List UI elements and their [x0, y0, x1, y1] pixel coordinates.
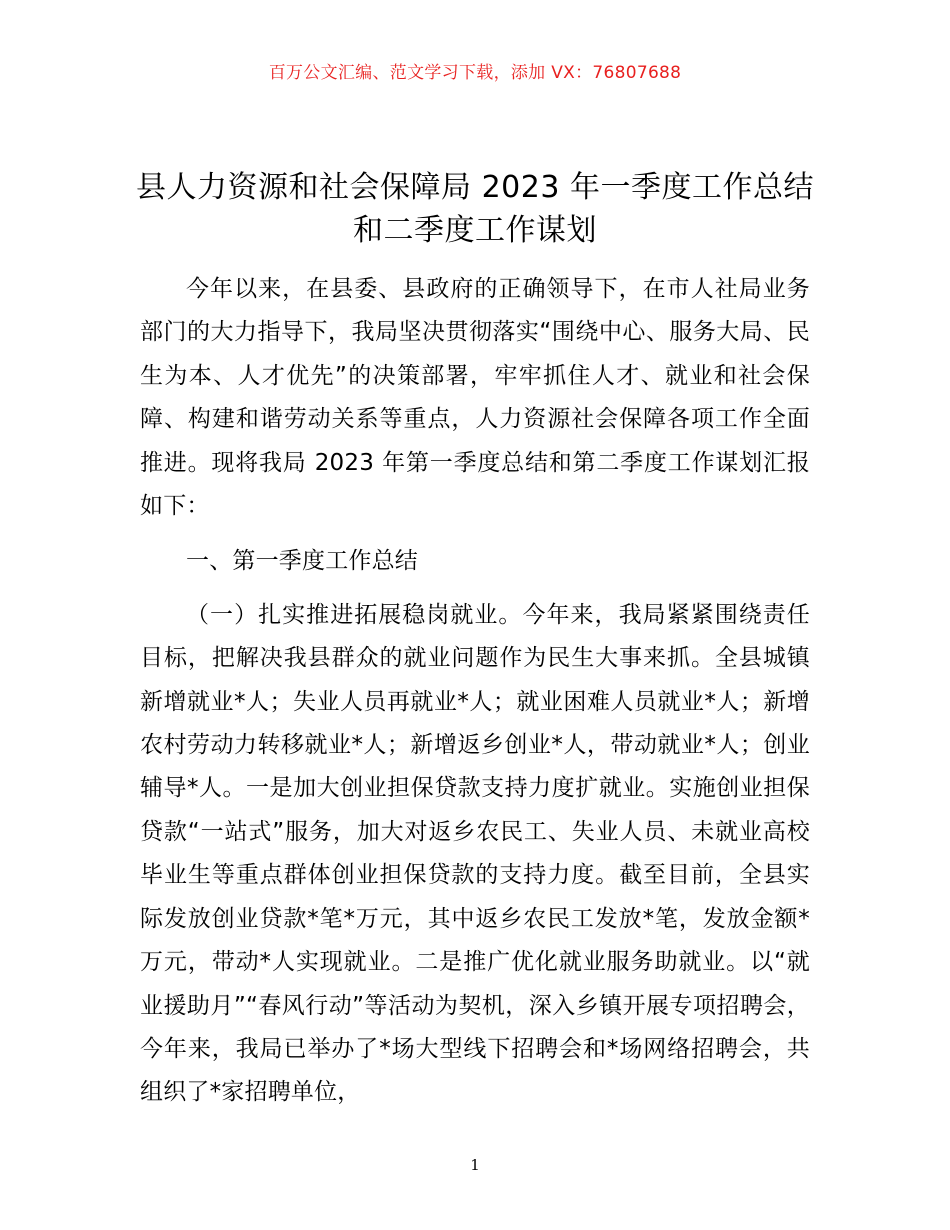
- watermark-banner: 百万公文汇编、范文学习下载，添加 VX：76807688: [268, 63, 682, 83]
- document-body: [140, 268, 810, 1115]
- page-number: 1: [470, 1156, 480, 1174]
- document-title: 县人力资源和社会保障局 2023 年一季度工作总结和二季度工作谋划: [136, 170, 814, 248]
- section-paragraph: （一）扎实推进拓展稳岗就业。今年来，我局紧紧围绕责任目标，把解决我县群众的就业问题作为民生大事来抓。全县城镇新增就业*人；失业人员再就业*人；就业困难人员就业*人；新增农村劳动力转移就业*人；新增返乡创业*人，带动就业*人；创业辅导*人。一是加大创业担保贷款支持力度扩就业。实施创业担保贷款“一站式”服务，加大对返乡农民工、失业人员、未就业高校毕业生等重点群体创业担保贷款的支持力度。截至目前，全县实际发放创业贷款*笔*万元，其中返乡农民工发放*笔，发放金额*万元，带动*人实现就业。二是推广优化就业服务助就业。以“就业援助月”“春风行动”等活动为契机，深入乡镇开展专项招聘会，今年来，我局已举办了*场大型线下招聘会和*场网络招聘会，共组织了*家招聘单位，: [140, 601, 810, 1106]
- section-heading: 一、第一季度工作总结: [186, 548, 418, 575]
- intro-paragraph: 今年以来，在县委、县政府的正确领导下，在市人社局业务部门的大力指导下，我局坚决贯彻落实“围绕中心、服务大局、民生为本、人才优先”的决策部署，牢牢抓住人才、就业和社会保障、构建和谐劳动关系等重点，人力资源社会保障各项工作全面推进。现将我局 2023 年第一季度总结和第二季度工作谋划汇报如下：: [140, 276, 810, 520]
